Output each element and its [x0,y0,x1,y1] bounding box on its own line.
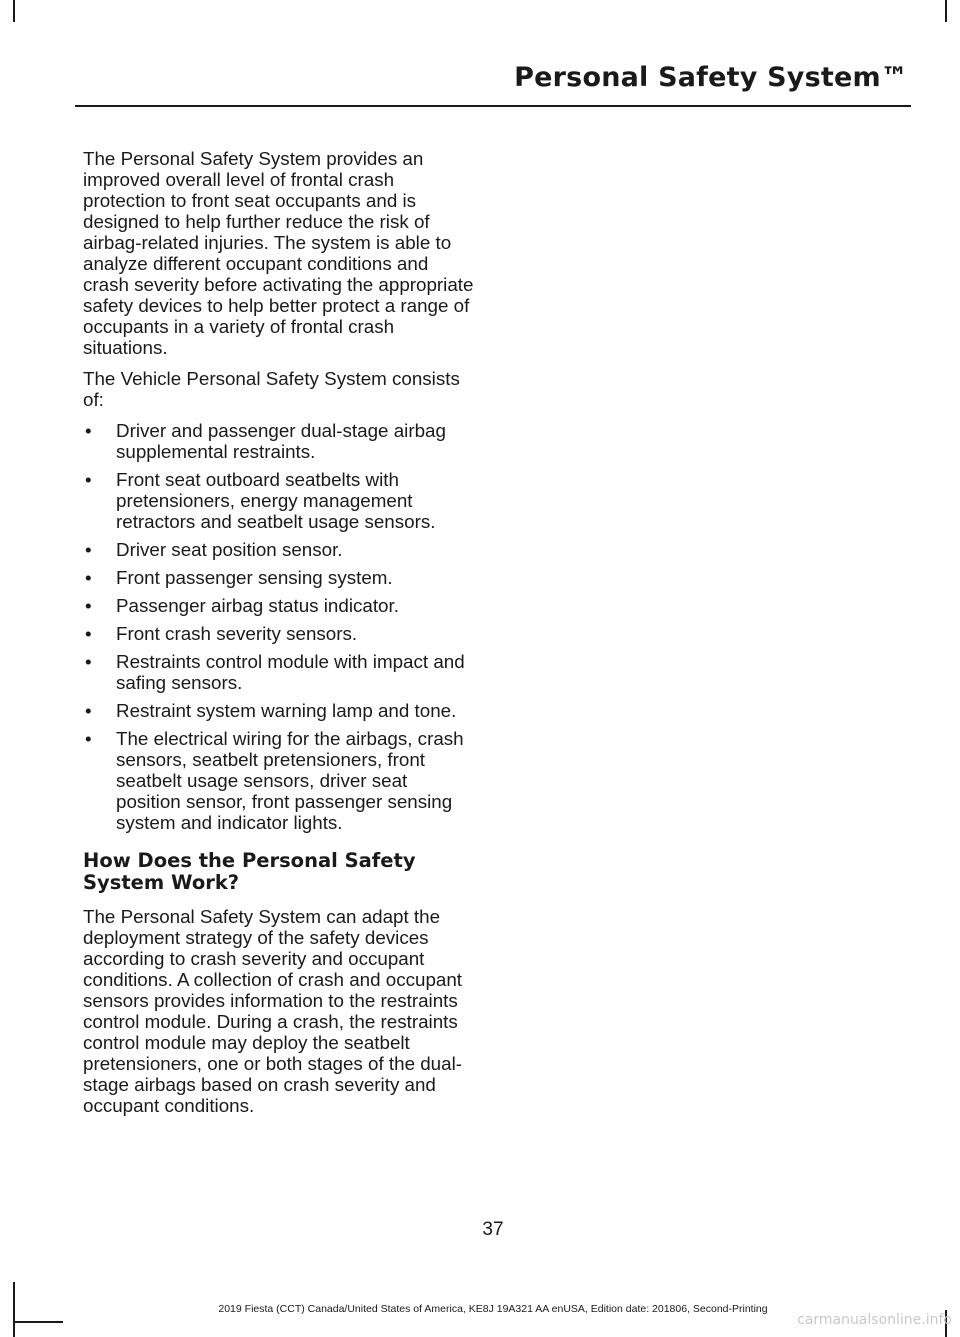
bullet-glyph: • [85,567,92,588]
list-item [83,420,477,462]
page-number: 37 [482,1219,504,1240]
watermark: carmanualsonline.info [797,1312,952,1328]
crop-mark [13,1321,63,1323]
bullet-glyph: • [85,623,92,644]
bullet-glyph: • [85,469,92,490]
section-heading: How Does the Personal Safety System Work? [83,849,416,894]
list-item-text: Front seat outboard seatbelts with pretensioners, energy management retractors and seatbelt usage sensors. [116,469,436,532]
list-item [83,595,477,616]
consists-of-paragraph: The Vehicle Personal Safety System consists of: [83,368,460,410]
list-item [83,539,477,560]
bullet-glyph: • [85,728,92,749]
section-paragraph: The Personal Safety System can adapt the deployment strategy of the safety devices according to crash severity and occupant conditions. A collection of crash and occupant sensors provides information to the restraints control module. During a crash, the restraints control module may deploy the seatbelt pretensioners, one or both stages of the dual-stage airbags based on crash severity and occupant conditions. [83,906,462,1116]
bullet-glyph: • [85,539,92,560]
intro-paragraph: The Personal Safety System provides an improved overall level of frontal crash protection to front seat occupants and is designed to help further reduce the risk of airbag-related injuries. The system is able to analyze different occupant conditions and crash severity before activating the appropriate safety devices to help better protect a range of occupants in a variety of frontal crash situations. [83,148,474,358]
list-item-text: Driver and passenger dual-stage airbag supplemental restraints. [116,420,446,462]
bullet-glyph: • [85,595,92,616]
list-item-text: Restraints control module with impact and safing sensors. [116,651,465,693]
list-item-text: The electrical wiring for the airbags, crash sensors, seatbelt pretensioners, front seatbelt usage sensors, driver seat position sensor, front passenger sensing system and indicator lights. [116,728,464,833]
bullet-glyph: • [85,700,92,721]
crop-mark [13,0,15,22]
list-item-text: Front passenger sensing system. [116,567,393,588]
list-item-text: Restraint system warning lamp and tone. [116,700,457,721]
list-item-text: Front crash severity sensors. [116,623,358,644]
bullet-glyph: • [85,420,92,441]
header-divider [75,105,911,107]
list-item [83,623,477,644]
footer-edition-info: 2019 Fiesta (CCT) Canada/United States of America, KE8J 19A321 AA enUSA, Edition date: 201806, Second-Printing [218,1303,768,1315]
list-item [83,700,477,721]
bullet-glyph: • [85,651,92,672]
page-header-title: Personal Safety System™ [514,62,908,93]
list-item-text: Driver seat position sensor. [116,539,343,560]
main-text-column [83,148,477,1126]
list-item [83,728,477,833]
list-item [83,469,477,532]
list-item-text: Passenger airbag status indicator. [116,595,399,616]
list-item [83,567,477,588]
list-item [83,651,477,693]
crop-mark [945,0,947,22]
component-list [83,420,477,833]
